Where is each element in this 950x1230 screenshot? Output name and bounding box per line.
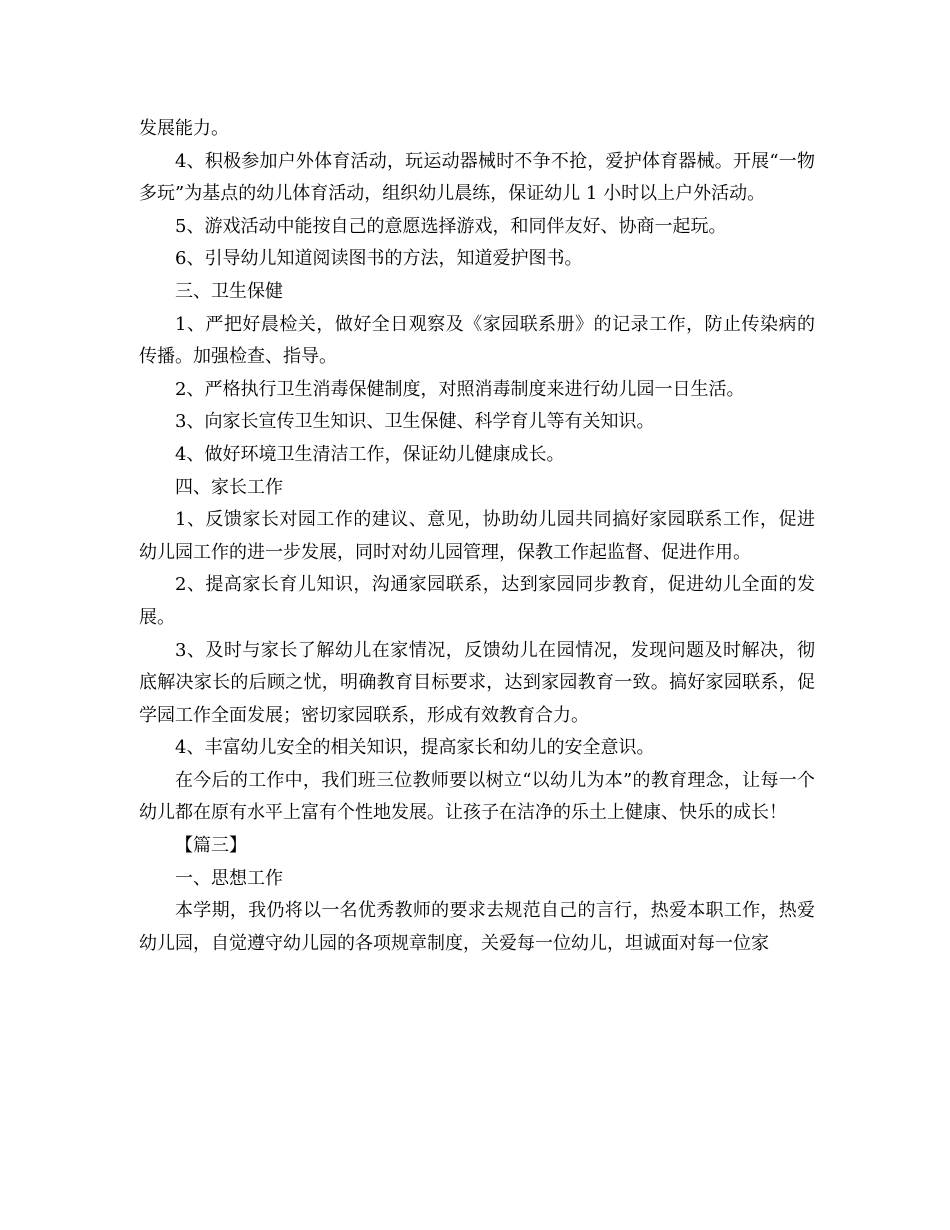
paragraph-parent-education: 3、向家长宣传卫生知识、卫生保健、科学育儿等有关知识。 xyxy=(175,411,655,433)
paragraph-outdoor-sports: 4、积极参加户外体育活动，玩运动器械时不争不抢，爱护体育器械。开展“一物多玩”为基点的幼儿体育活动，组织幼儿晨练，保证幼儿 1 小时以上户外活动。 xyxy=(139,150,815,205)
paragraph-game-activity: 5、游戏活动中能按自己的意愿选择游戏，和同伴友好、协商一起玩。 xyxy=(175,215,727,237)
section-heading-part-three: 【篇三】 xyxy=(175,835,247,857)
paragraph-disinfection: 2、严格执行卫生消毒保健制度，对照消毒制度来进行幼儿园一日生活。 xyxy=(175,378,745,400)
paragraph-conclusion: 在今后的工作中，我们班三位教师要以树立“以幼儿为本”的教育理念，让每一个幼儿都在原有水平上富有个性地发展。让孩子在洁净的乐土上健康、快乐的成长！ xyxy=(139,769,815,824)
paragraph-reading: 6、引导幼儿知道阅读图书的方法，知道爱护图书。 xyxy=(175,248,583,270)
paragraph-parenting-knowledge: 2、提高家长育儿知识，沟通家园联系，达到家园同步教育，促进幼儿全面的发展。 xyxy=(139,574,815,628)
section-heading-hygiene: 三、卫生保健 xyxy=(175,280,283,302)
paragraph-semester: 本学期，我仍将以一名优秀教师的要求去规范自己的言行，热爱本职工作，热爱幼儿园，自觉遵守幼儿园的各项规章制度，关爱每一位幼儿，坦诚面对每一位家 xyxy=(139,900,815,954)
document-page xyxy=(139,113,815,960)
section-heading-ideology: 一、思想工作 xyxy=(175,867,283,889)
section-heading-parents: 四、家长工作 xyxy=(175,476,283,498)
paragraph-continuation: 发展能力。 xyxy=(139,118,229,139)
paragraph-home-situation: 3、及时与家长了解幼儿在家情况，反馈幼儿在园情况，发现问题及时解决，彻底解决家长的后顾之忧，明确教育目标要求，达到家园教育一致。搞好家园联系，促学园工作全面发展；密切家园联系，形成有效教育合力。 xyxy=(139,639,815,726)
paragraph-morning-check: 1、严把好晨检关，做好全日观察及《家园联系册》的记录工作，防止传染病的传播。加强检查、指导。 xyxy=(139,313,815,368)
paragraph-safety: 4、丰富幼儿安全的相关知识，提高家长和幼儿的安全意识。 xyxy=(175,737,655,759)
paragraph-environment: 4、做好环境卫生清洁工作，保证幼儿健康成长。 xyxy=(175,443,565,465)
paragraph-feedback: 1、反馈家长对园工作的建议、意见，协助幼儿园共同搞好家园联系工作，促进幼儿园工作的进一步发展，同时对幼儿园管理，保教工作起监督、促进作用。 xyxy=(139,509,815,563)
